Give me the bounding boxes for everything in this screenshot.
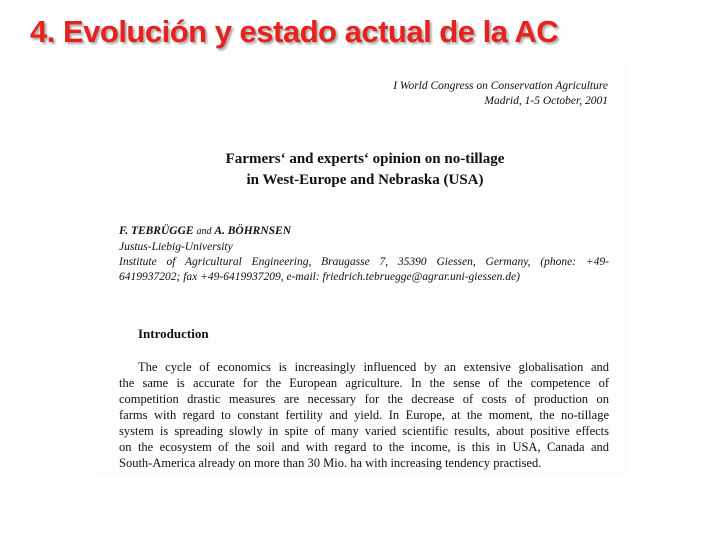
paper-title-line-1: Farmers‘ and experts‘ opinion on no-tillage bbox=[225, 151, 505, 167]
slide-title: 4. Evolución y estado actual de la AC bbox=[30, 14, 559, 49]
authors bbox=[119, 225, 291, 237]
body-line: farms with regard to constant fertility and yield. In Europe, at the moment, the no-tillage bbox=[119, 408, 609, 422]
author-joiner: and bbox=[196, 226, 212, 237]
body-line: system is spreading slowly in spite of many varied scientific results, about positive effects bbox=[119, 424, 609, 438]
affiliation-institute: Institute of Agricultural Engineering, Braugasse 7, 35390 Giessen, Germany, (phone: +49- bbox=[119, 256, 609, 268]
conference-name: I World Congress on Conservation Agriculture bbox=[393, 80, 608, 92]
body-line: South-America already on more than 30 Mio. ha with increasing tendency practised. bbox=[119, 456, 542, 470]
body-line: on the ecosystem of the soil and with regard to the income, is this in USA, Canada and bbox=[119, 440, 609, 454]
body-line: competition drastic measures are necessary for the decrease of costs of production on bbox=[119, 392, 609, 406]
affiliation-contact: 6419937202; fax +49-6419937209, e-mail: friedrich.tebruegge@agrar.uni-giessen.de) bbox=[119, 271, 520, 283]
body-line: the same is accurate for the European agriculture. In the sense of the competence of bbox=[119, 376, 609, 390]
author-1: F. TEBRÜGGE bbox=[119, 225, 194, 237]
scanned-paper bbox=[95, 62, 627, 476]
paper-title-line-2: in West-Europe and Nebraska (USA) bbox=[246, 172, 484, 188]
affiliation-university: Justus-Liebig-University bbox=[119, 241, 233, 253]
author-2: A. BÖHRNSEN bbox=[214, 225, 291, 237]
body-line: The cycle of economics is increasingly influenced by an extensive globalisation and bbox=[138, 360, 609, 374]
conference-location-date: Madrid, 1-5 October, 2001 bbox=[484, 95, 608, 107]
section-heading: Introduction bbox=[138, 326, 209, 341]
